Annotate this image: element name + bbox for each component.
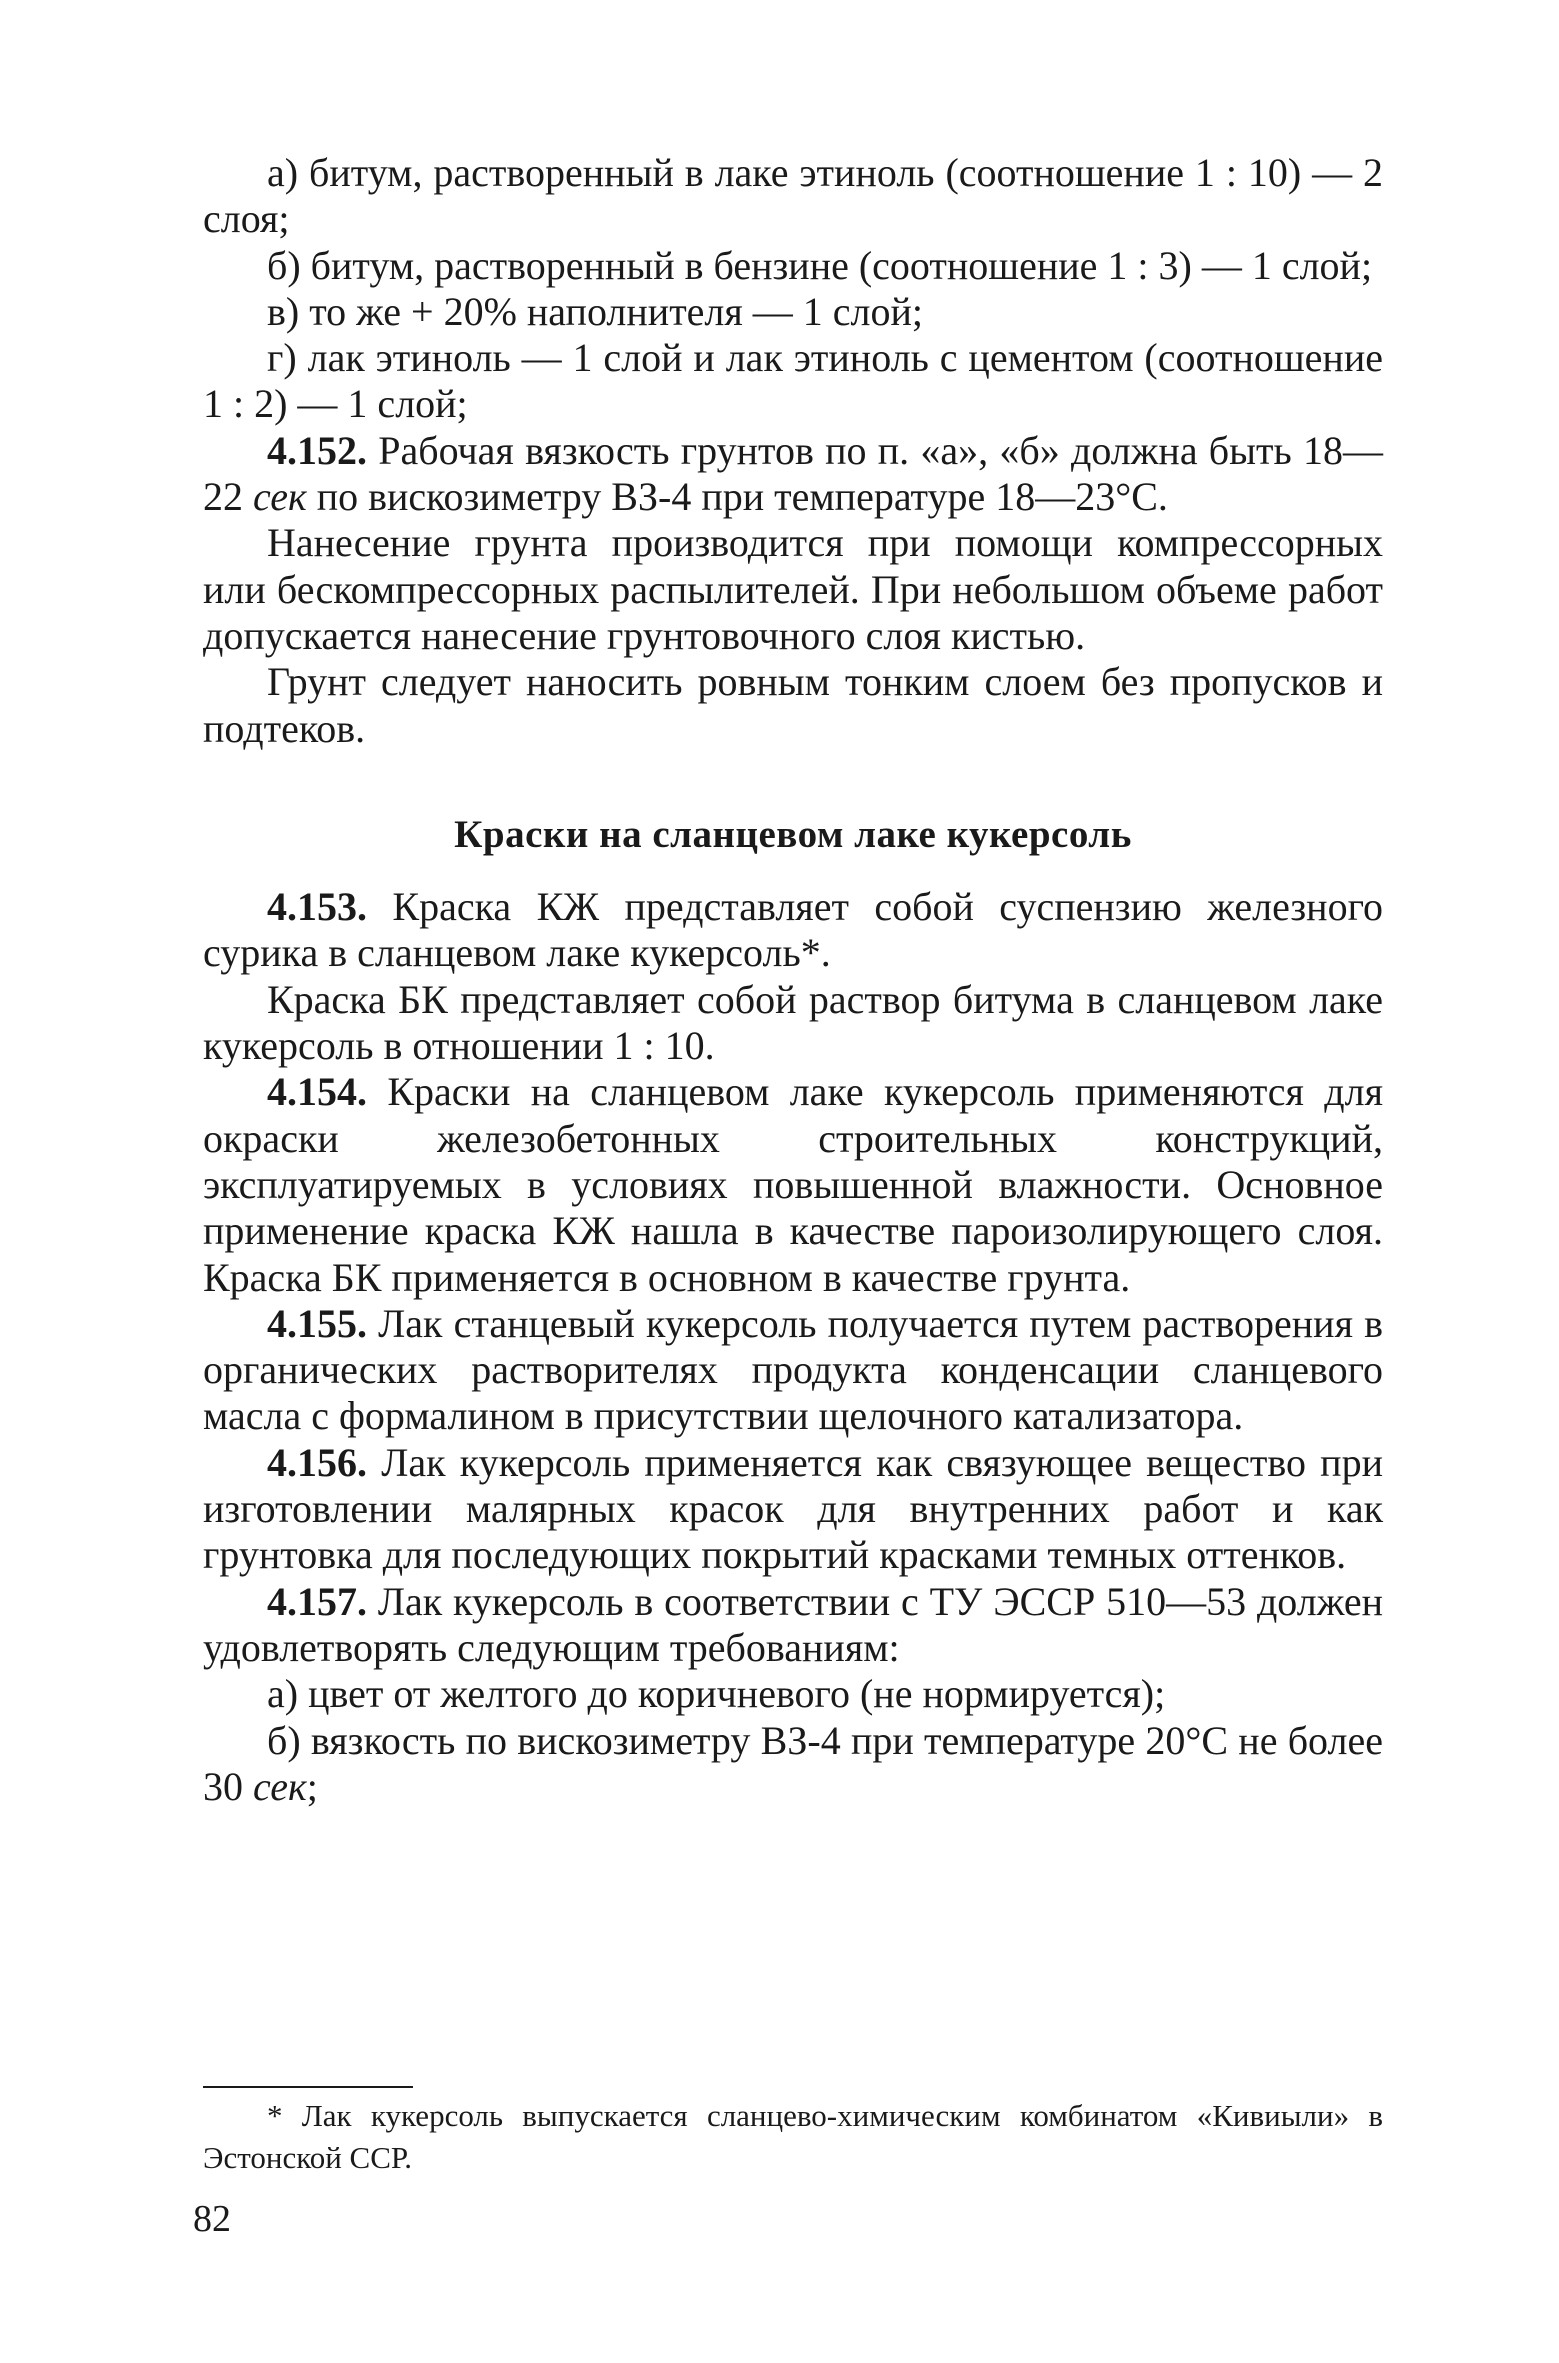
requirement-b (203, 1718, 1383, 1811)
list-item-b: б) битум, растворенный в бензине (соотношение 1 : 3) — 1 слой; (267, 242, 1373, 288)
paragraph-4-154 (203, 1069, 1383, 1300)
page-body (203, 150, 1383, 1810)
section-number: 4.155. (267, 1300, 367, 1346)
footnote (203, 2095, 1383, 2179)
section-number: 4.156. (267, 1439, 367, 1485)
unit-text: сек (253, 474, 307, 520)
paragraph-4-153 (203, 884, 1383, 977)
paragraph-text: Рабочая вязкость грунтов по п. «а», «б» должна быть 18—22 (203, 427, 1383, 520)
section-number: 4.153. (267, 884, 367, 930)
footnote-text: * Лак кукерсоль выпускается сланцево-химическим комбинатом «Кивиыли» в Эстонской ССР. (203, 2098, 1383, 2175)
paragraph-text: ; (306, 1763, 318, 1809)
section-number: 4.157. (267, 1578, 367, 1624)
paragraph-text: Краски на сланцевом лаке кукерсоль применяются для окраски железобетонных строительных конструкций, эксплуатируемых в условиях повышенной влажности. Основное применение краска КЖ нашла в качестве пароизолирующего слоя. Краска БК применяется в основном в качестве грунта. (203, 1069, 1383, 1300)
paragraph-text: б) вязкость по вискозиметру ВЗ-4 при температуре 20°С не более 30 (203, 1717, 1383, 1809)
footnote-divider (203, 2086, 413, 2088)
paragraph-application: Нанесение грунта производится при помощи компрессорных или бескомпрессорных распылителей. При небольшом объеме работ допускается нанесение грунтовочного слоя кистью. (203, 520, 1383, 658)
section-number: 4.154. (267, 1069, 367, 1115)
paragraph-text: Лак кукерсоль в соответствии с ТУ ЭССР 510—53 должен удовлетворять следующим требованиям: (203, 1578, 1383, 1670)
paragraph-4-156 (203, 1440, 1383, 1579)
paragraph-4-155 (203, 1301, 1383, 1440)
requirement-a: а) цвет от желтого до коричневого (не нормируется); (267, 1671, 1166, 1717)
paragraph-4-152 (203, 428, 1383, 521)
paragraph-even-layer: Грунт следует наносить ровным тонким слоем без пропусков и подтеков. (203, 659, 1383, 751)
paragraph-text: Краска КЖ представляет собой суспензию железного сурика в сланцевом лаке кукерсоль*. (203, 884, 1383, 976)
unit-text: сек (253, 1763, 307, 1809)
list-item-a: а) битум, растворенный в лаке этиноль (соотношение 1 : 10) — 2 слоя; (203, 150, 1383, 242)
paragraph-text: Лак кукерсоль применяется как связующее вещество при изготовлении малярных красок для внутренних работ и как грунтовка для последующих покрытий красками темных оттенков. (203, 1439, 1383, 1578)
paragraph-4-157 (203, 1579, 1383, 1672)
paragraph-text: Лак станцевый кукерсоль получается путем растворения в органических растворителях продукта конденсации сланцевого масла с формалином в присутствии щелочного катализатора. (203, 1300, 1383, 1439)
list-item-d: г) лак этиноль — 1 слой и лак этиноль с цементом (соотношение 1 : 2) — 1 слой; (203, 335, 1383, 427)
section-heading: Краски на сланцевом лаке кукерсоль (454, 812, 1132, 856)
paragraph-text: по вискозиметру ВЗ-4 при температуре 18—23°С. (306, 474, 1168, 520)
page-number: 82 (193, 2198, 231, 2240)
list-item-c: в) то же + 20% наполнителя — 1 слой; (267, 288, 924, 334)
section-number: 4.152. (267, 427, 367, 473)
paragraph-bk: Краска БК представляет собой раствор битума в сланцевом лаке кукерсоль в отношении 1 : 10. (203, 976, 1383, 1069)
